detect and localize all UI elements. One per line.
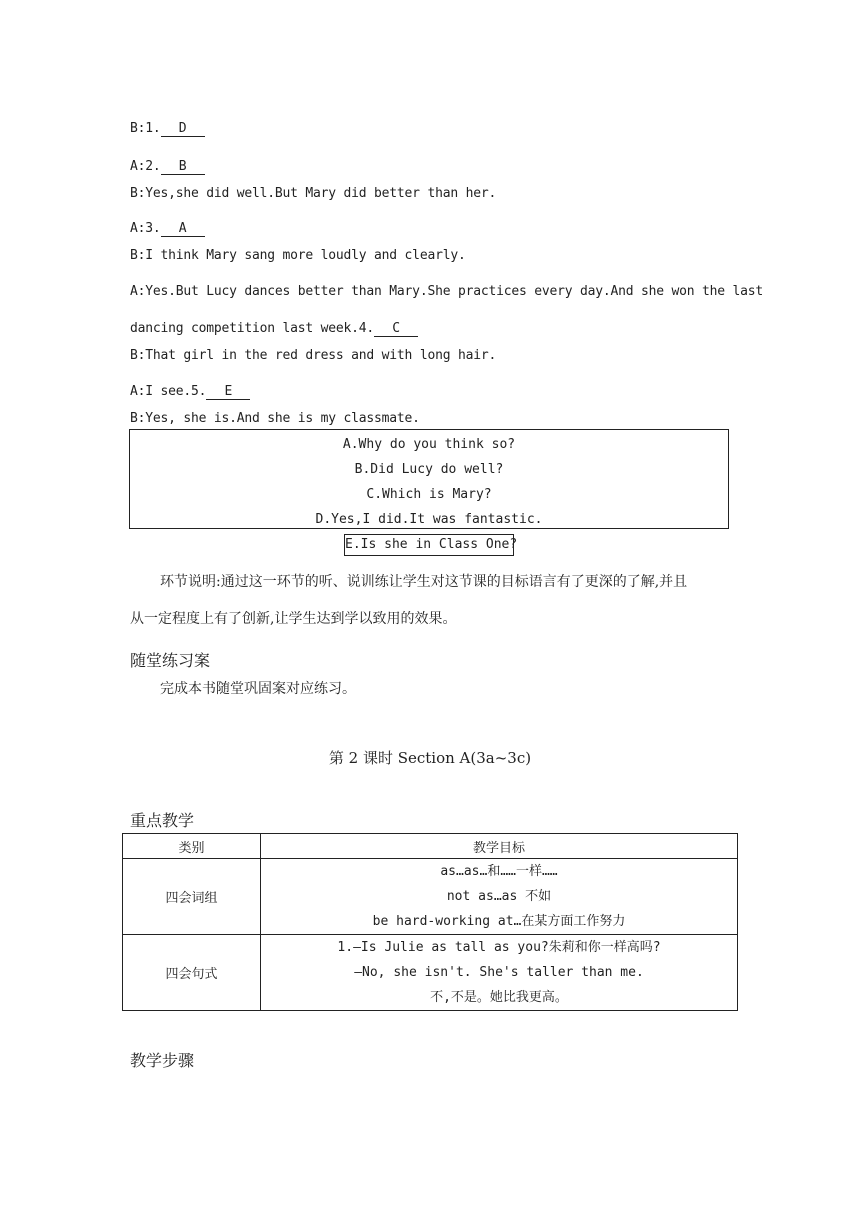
dialogue-line-10: B:Yes, she is.And she is my classmate. [130,411,420,426]
steps-heading: 教学步骤 [130,1051,195,1070]
option-d: D.Yes,I did.It was fantastic. [315,512,543,527]
goal-line: —No, she isn't. She's taller than me. [354,965,644,980]
practice-text: 完成本书随堂巩固案对应练习。 [160,681,356,697]
option-b: B.Did Lucy do well? [354,462,504,477]
line-prefix: A:3. [130,221,161,236]
answer-blank: A [161,222,205,237]
col-header-goals: 教学目标 [261,834,738,859]
note-line-1: 环节说明:通过这一环节的听、说训练让学生对这节课的目标语言有了更深的了解,并且 [160,574,688,590]
dialogue-line-4 [130,221,205,237]
dialogue-line-8: B:That girl in the red dress and with long hair. [130,348,497,363]
table-row [123,859,738,935]
goal-line: 1.—Is Julie as tall as you?朱莉和你一样高吗? [337,940,661,955]
row-category: 四会句式 [123,935,261,1011]
dialogue-line-3: B:Yes,she did well.But Mary did better than her. [130,186,497,201]
line-prefix: B:1. [130,121,161,136]
focus-heading: 重点教学 [130,811,195,830]
line-prefix: A:2. [130,159,161,174]
goal-line: 不,不是。她比我更高。 [430,990,568,1005]
table-header-row [123,834,738,859]
line-prefix: A:I see.5. [130,384,207,399]
answer-blank: D [161,122,205,137]
goal-line: be hard-working at…在某方面工作努力 [372,914,626,929]
lesson-title: 第 2 课时 Section A(3a~3c) [328,749,532,767]
dialogue-line-9 [130,384,250,400]
dialogue-line-2 [130,159,205,175]
row-goals [261,935,738,1011]
option-a: A.Why do you think so? [342,437,516,452]
answer-blank: E [206,385,250,400]
option-e: E.Is she in Class One? [344,534,514,556]
options-box [129,429,729,529]
practice-heading: 随堂练习案 [130,651,211,670]
line-prefix: dancing competition last week.4. [130,321,375,336]
row-category: 四会词组 [123,859,261,935]
note-line-2: 从一定程度上有了创新,让学生达到学以致用的效果。 [130,611,457,627]
dialogue-line-1 [130,121,205,137]
col-header-category: 类别 [123,834,261,859]
goal-line: not as…as 不如 [446,889,552,904]
dialogue-line-6: A:Yes.But Lucy dances better than Mary.She practices every day.And she won the last [130,284,764,299]
dialogue-line-7 [130,321,418,337]
row-goals [261,859,738,935]
table-row [123,935,738,1011]
answer-blank: C [374,322,418,337]
teaching-goals-table [122,833,738,1011]
option-c: C.Which is Mary? [366,487,492,502]
answer-blank: B [161,160,205,175]
goal-line: as…as…和……一样…… [440,864,558,879]
dialogue-line-5: B:I think Mary sang more loudly and clearly. [130,248,466,263]
